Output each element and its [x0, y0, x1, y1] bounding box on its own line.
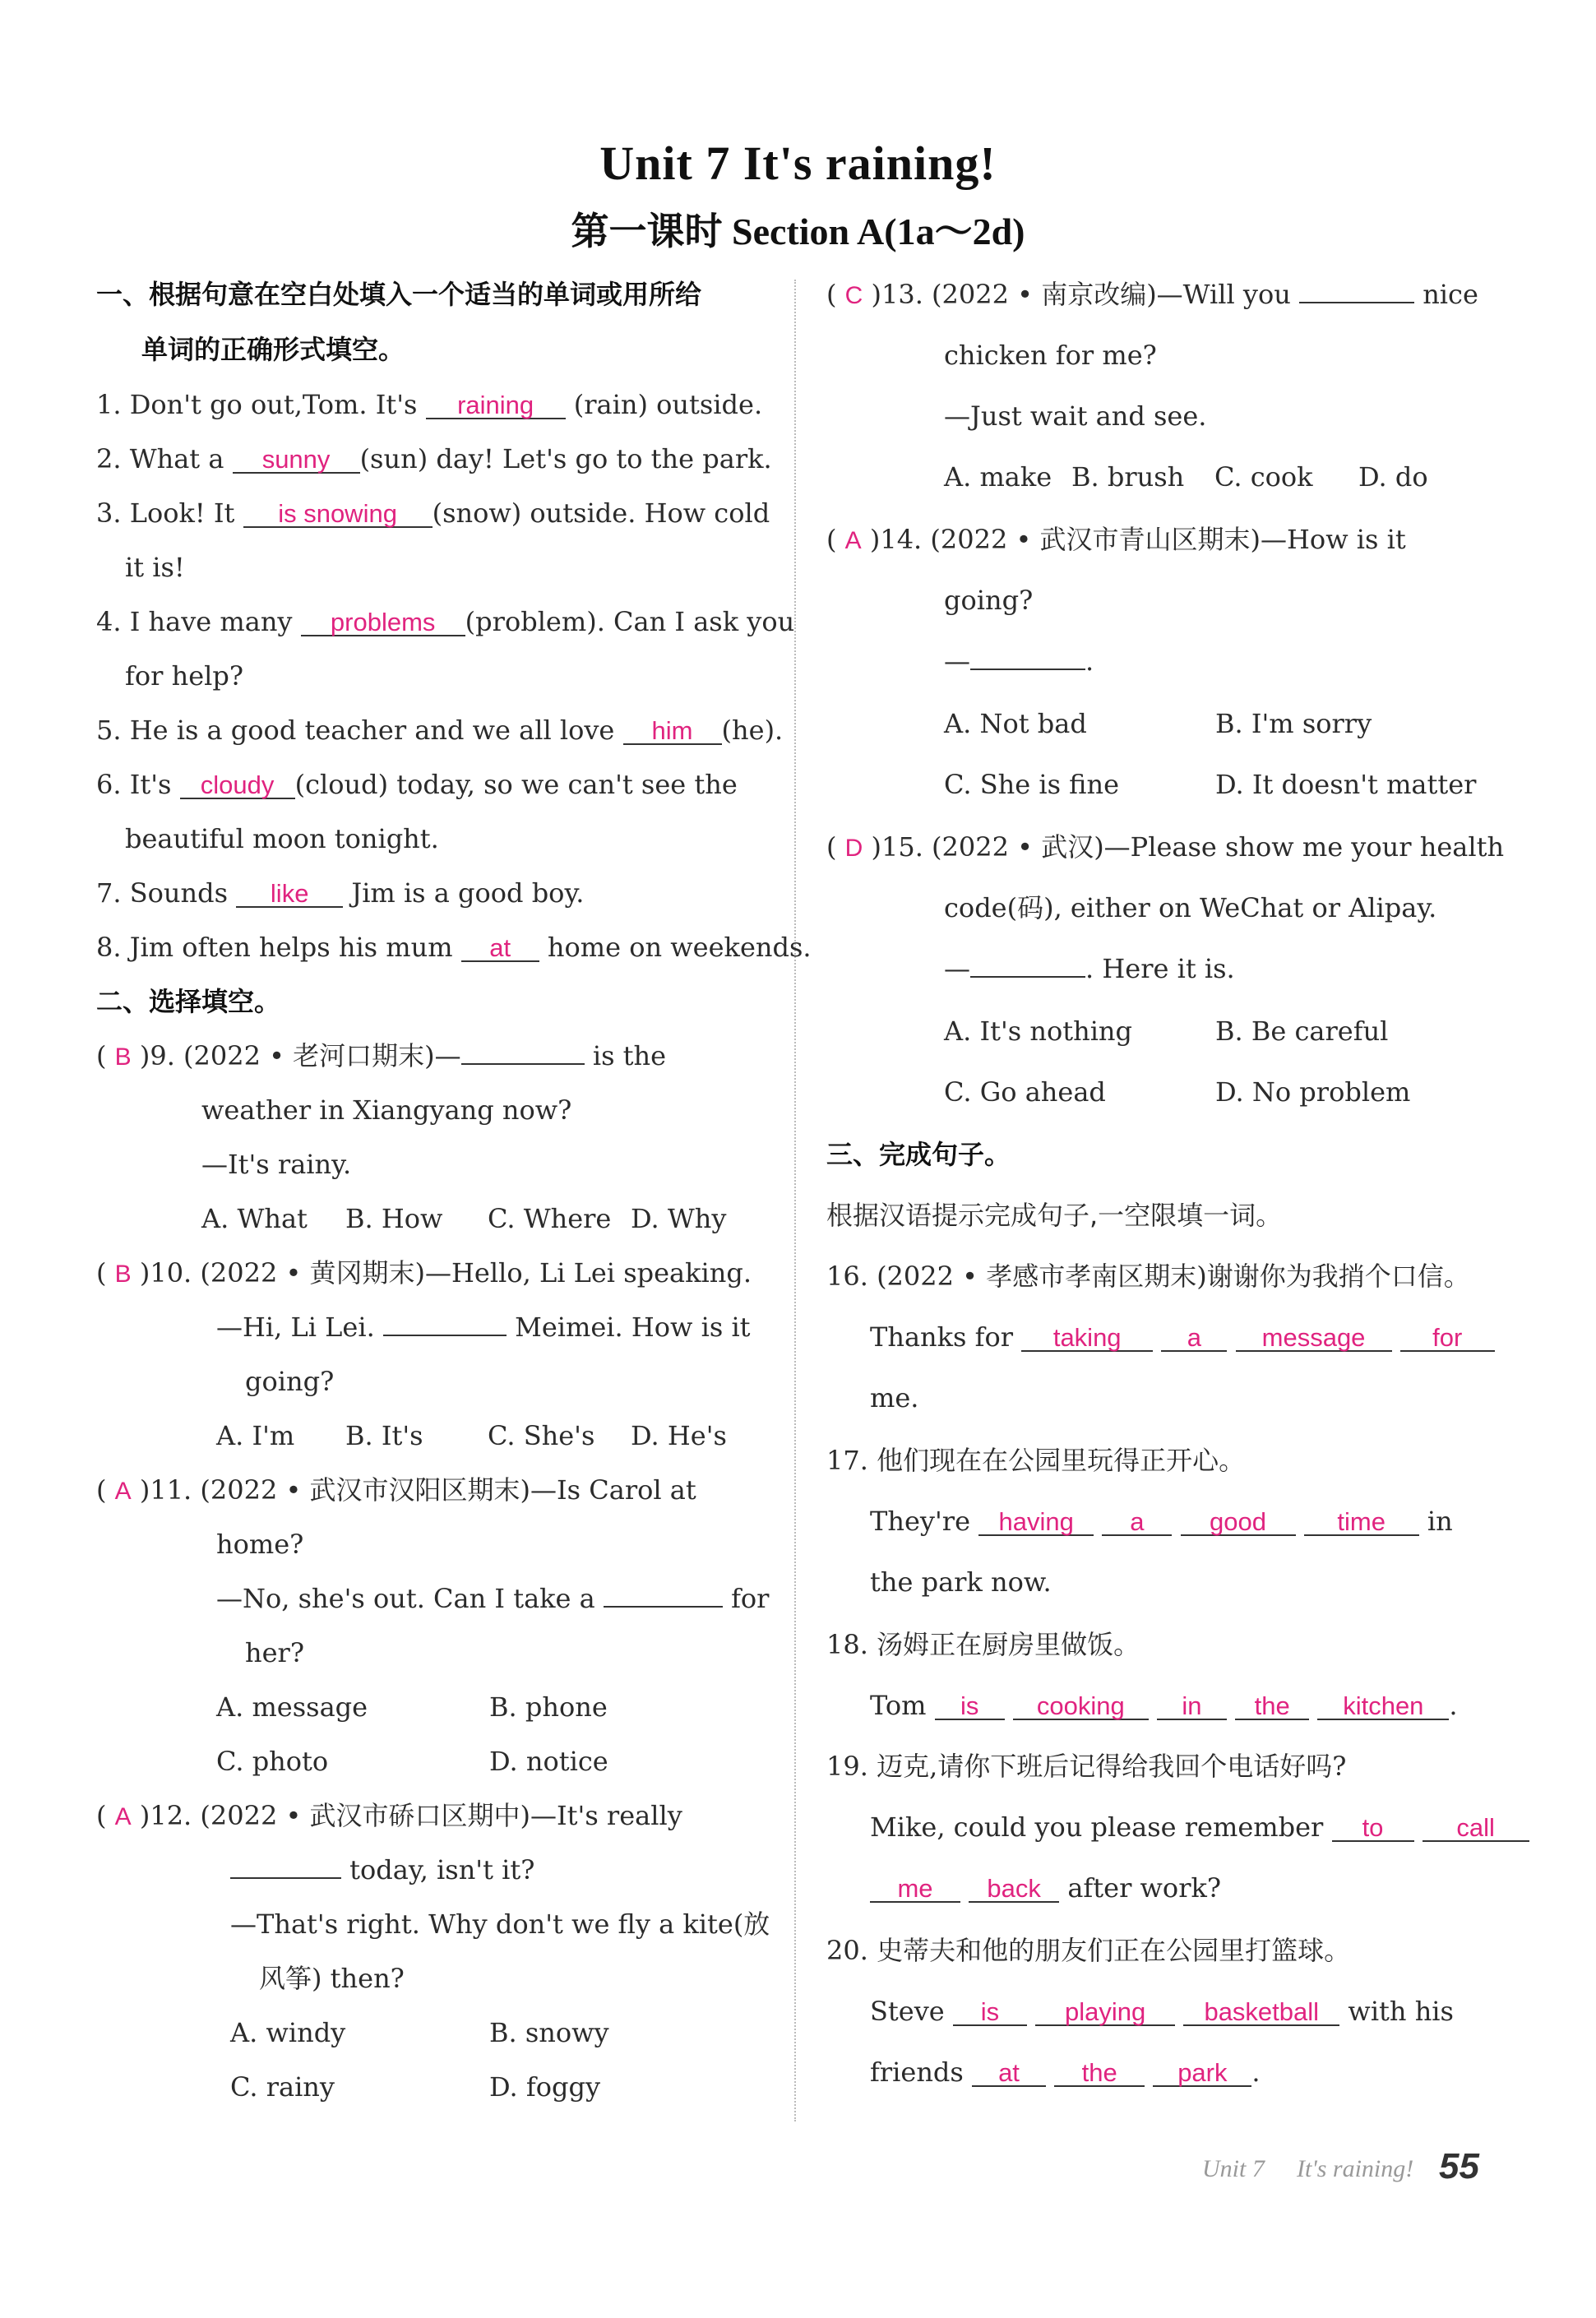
- question-3: 3. Look! It is snowing (snow) outside. How cold: [96, 497, 770, 529]
- question-17-sentence: They're having a good time in: [870, 1506, 1453, 1537]
- option-b: B. How: [345, 1203, 443, 1234]
- answer-blank: playing: [1035, 2000, 1175, 2026]
- question-16: 16. (2022 • 孝感市孝南区期末)谢谢你为我捎个口信。: [826, 1261, 1470, 1292]
- answer-blank: back: [969, 1876, 1059, 1903]
- answer-blank: is snowing: [243, 502, 433, 528]
- question-14-cont: going?: [944, 585, 1034, 616]
- option-b: B. snowy: [489, 2017, 609, 2048]
- answer-blank: having: [978, 1510, 1094, 1536]
- answer-blank: [383, 1335, 507, 1336]
- answer-blank: the: [1235, 1694, 1309, 1720]
- question-13-cont: chicken for me?: [944, 340, 1157, 371]
- answer-blank: a: [1102, 1510, 1172, 1536]
- question-14-reply: — .: [944, 645, 1094, 677]
- question-4-cont: for help?: [125, 660, 243, 692]
- option-c: C. photo: [216, 1746, 329, 1777]
- option-a: A. message: [216, 1691, 368, 1723]
- question-5: 5. He is a good teacher and we all love him (he).: [96, 715, 784, 746]
- question-6-cont: beautiful moon tonight.: [125, 823, 439, 854]
- question-10-cont2: going?: [245, 1366, 335, 1397]
- question-16-cont: me.: [870, 1382, 919, 1413]
- option-a: A. windy: [230, 2017, 346, 2048]
- answer-blank: taking: [1021, 1326, 1153, 1352]
- option-a: A. Not bad: [944, 708, 1087, 739]
- question-10: ( B )10. (2022 • 黄冈期末)—Hello, Li Lei speaking.: [96, 1257, 752, 1289]
- question-20: 20. 史蒂夫和他的朋友们正在公园里打篮球。: [826, 1935, 1351, 1966]
- question-13-reply: —Just wait and see.: [944, 400, 1207, 432]
- question-10-cont: —Hi, Li Lei. Meimei. How is it: [216, 1312, 751, 1343]
- option-c: C. She's: [488, 1420, 595, 1451]
- option-d: D. Why: [631, 1203, 727, 1234]
- option-b: B. phone: [489, 1691, 608, 1723]
- answer-blank: is: [953, 2000, 1027, 2026]
- section1-heading: 一、根据句意在空白处填入一个适当的单词或用所给: [96, 279, 702, 310]
- question-8: 8. Jim often helps his mum at home on weekends.: [96, 932, 812, 963]
- answer-blank: [230, 1877, 341, 1879]
- option-c: C. cook: [1214, 461, 1313, 493]
- answer-blank: cooking: [1013, 1694, 1149, 1720]
- answer-blank: like: [236, 881, 343, 908]
- section3-heading: 三、完成句子。: [826, 1139, 1011, 1170]
- question-14: ( A )14. (2022 • 武汉市青山区期末)—How is it: [826, 524, 1406, 555]
- answer-blank: at: [972, 2061, 1046, 2087]
- option-a: A. What: [201, 1203, 308, 1234]
- answer-blank: problems: [301, 610, 465, 636]
- choice-answer: B: [114, 1043, 132, 1071]
- question-15: ( D )15. (2022 • 武汉)—Please show me your health: [826, 831, 1505, 863]
- choice-answer: A: [114, 1478, 132, 1505]
- option-c: C. rainy: [230, 2071, 335, 2103]
- question-18: 18. 汤姆正在厨房里做饭。: [826, 1629, 1140, 1660]
- question-20-sentence: Steve is playing basketball with his: [870, 1996, 1454, 2027]
- footer-title: It's raining!: [1297, 2155, 1414, 2182]
- footer-unit: Unit 7: [1202, 2155, 1265, 2182]
- question-11-cont: home?: [216, 1529, 304, 1560]
- answer-blank: is: [935, 1694, 1005, 1720]
- section-subtitle: 第一课时 Section A(1a～2d): [571, 211, 1025, 252]
- answer-blank: to: [1332, 1816, 1414, 1842]
- unit-title: Unit 7 It's raining!: [599, 136, 997, 190]
- question-19-sentence: Mike, could you please remember to call: [870, 1811, 1529, 1844]
- question-15-cont: code(码), either on WeChat or Alipay.: [944, 892, 1437, 923]
- question-12-reply: —That's right. Why don't we fly a kite(放: [230, 1909, 770, 1940]
- question-6: 6. It's cloudy (cloud) today, so we can't see the: [96, 769, 738, 800]
- choice-answer: A: [114, 1803, 132, 1830]
- answer-blank: kitchen: [1317, 1694, 1449, 1720]
- question-17-cont: the park now.: [870, 1566, 1052, 1598]
- choice-answer: A: [844, 527, 862, 554]
- answer-blank: the: [1054, 2061, 1145, 2087]
- question-15-reply: — . Here it is.: [944, 953, 1235, 984]
- question-18-sentence: Tom is cooking in the kitchen .: [870, 1690, 1458, 1721]
- section1-heading-cont: 单词的正确形式填空。: [141, 334, 405, 365]
- choice-answer: D: [844, 835, 863, 862]
- question-9-reply: —It's rainy.: [201, 1149, 352, 1180]
- answer-blank: [970, 669, 1085, 670]
- question-16-sentence: Thanks for taking a message for: [870, 1321, 1495, 1353]
- answer-blank: good: [1181, 1510, 1296, 1536]
- section2-heading: 二、选择填空。: [96, 986, 281, 1017]
- section3-instructions: 根据汉语提示完成句子,一空限填一词。: [826, 1200, 1283, 1231]
- column-divider: [794, 280, 796, 2121]
- question-20-cont: friends at the park .: [870, 2057, 1261, 2088]
- answer-blank: park: [1153, 2061, 1251, 2087]
- question-4: 4. I have many problems (problem). Can I ask you: [96, 606, 795, 637]
- option-c: C. Where: [488, 1203, 612, 1234]
- option-c: C. Go ahead: [944, 1076, 1106, 1108]
- answer-blank: [604, 1606, 723, 1608]
- question-3-cont: it is!: [125, 552, 185, 583]
- answer-blank: time: [1304, 1510, 1419, 1536]
- option-d: D. do: [1358, 461, 1428, 493]
- answer-blank: in: [1157, 1694, 1227, 1720]
- option-b: B. It's: [345, 1420, 423, 1451]
- option-c: C. She is fine: [944, 769, 1120, 800]
- option-a: A. I'm: [216, 1420, 295, 1451]
- answer-blank: cloudy: [180, 773, 295, 799]
- answer-blank: for: [1400, 1326, 1495, 1352]
- question-1: 1. Don't go out,Tom. It's raining (rain) outside.: [96, 389, 763, 420]
- question-12: ( A )12. (2022 • 武汉市硚口区期中)—It's really: [96, 1800, 682, 1831]
- choice-answer: C: [844, 282, 863, 309]
- question-11: ( A )11. (2022 • 武汉市汉阳区期末)—Is Carol at: [96, 1474, 696, 1506]
- question-17: 17. 他们现在在公园里玩得正开心。: [826, 1445, 1246, 1476]
- answer-blank: basketball: [1183, 2000, 1339, 2026]
- option-b: B. brush: [1071, 461, 1185, 493]
- option-d: D. foggy: [489, 2071, 601, 2103]
- option-d: D. notice: [489, 1746, 608, 1777]
- question-19: 19. 迈克,请你下班后记得给我回个电话好吗?: [826, 1751, 1347, 1782]
- question-11-cont2: her?: [245, 1637, 304, 1668]
- option-b: B. Be careful: [1215, 1016, 1389, 1047]
- question-11-reply: —No, she's out. Can I take a for: [216, 1583, 770, 1614]
- answer-blank: me: [870, 1876, 960, 1903]
- answer-blank: him: [623, 719, 722, 745]
- answer-blank: sunny: [233, 447, 360, 474]
- option-d: D. It doesn't matter: [1215, 769, 1477, 800]
- answer-blank: [461, 1063, 585, 1065]
- question-12-cont: today, isn't it?: [230, 1853, 534, 1886]
- question-2: 2. What a sunny (sun) day! Let's go to the park.: [96, 443, 772, 474]
- option-d: D. No problem: [1215, 1076, 1411, 1108]
- question-9: ( B )9. (2022 • 老河口期末)— is the: [96, 1040, 667, 1071]
- question-9-cont: weather in Xiangyang now?: [201, 1094, 572, 1126]
- option-b: B. I'm sorry: [1215, 708, 1372, 739]
- option-d: D. He's: [631, 1420, 727, 1451]
- option-a: A. It's nothing: [944, 1016, 1133, 1047]
- choice-answer: B: [114, 1261, 132, 1288]
- answer-blank: call: [1423, 1816, 1529, 1842]
- answer-blank: a: [1161, 1326, 1227, 1352]
- answer-blank: [970, 976, 1085, 978]
- page-number: 55: [1439, 2146, 1479, 2186]
- question-7: 7. Sounds like Jim is a good boy.: [96, 877, 585, 909]
- answer-blank: [1299, 302, 1414, 303]
- question-12-cont2: 风筝) then?: [259, 1963, 405, 1994]
- question-13: ( C )13. (2022 • 南京改编)—Will you nice: [826, 279, 1478, 310]
- question-19-cont: me back after work?: [870, 1872, 1221, 1904]
- option-a: A. make: [944, 461, 1052, 493]
- answer-blank: raining: [426, 393, 566, 419]
- answer-blank: at: [461, 936, 539, 962]
- answer-blank: message: [1236, 1326, 1392, 1352]
